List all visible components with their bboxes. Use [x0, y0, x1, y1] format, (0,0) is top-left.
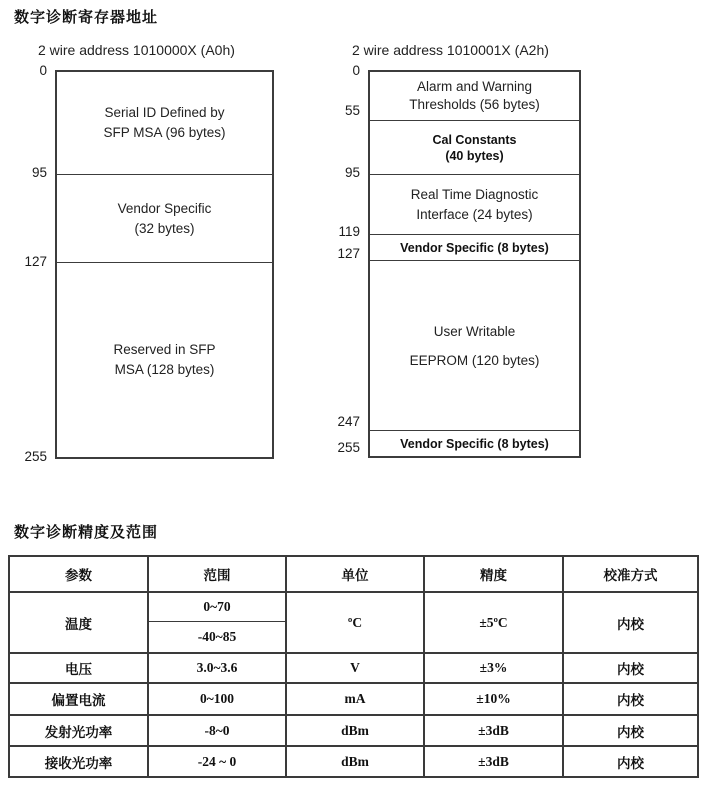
tick-label-a2h-95: 95 — [344, 165, 360, 180]
tick-label-a0h-255: 255 — [24, 449, 47, 464]
mem-section-line: (40 bytes) — [445, 148, 504, 163]
cell-param: 温度 — [9, 592, 148, 653]
table-header-row — [9, 556, 698, 592]
cell-range: 3.0~3.6 — [148, 653, 286, 683]
mem-section-line: User Writable — [433, 323, 516, 339]
cell-range-commercial: 0~70 — [148, 592, 286, 621]
cell-calibration: 内校 — [563, 683, 698, 715]
mem-section-vendor-specific-8b — [370, 430, 579, 456]
accuracy-table — [8, 555, 699, 778]
mem-section-line: SFP MSA (96 bytes) — [103, 125, 226, 140]
cell-accuracy: ±3dB — [424, 746, 563, 777]
memory-map-a2h — [368, 70, 581, 458]
memmap-a0h-label: 2 wire address 1010000X (A0h) — [38, 42, 235, 58]
tick-label-a0h-0: 0 — [39, 63, 47, 78]
registers-section-title: 数字诊断寄存器地址 — [14, 9, 159, 26]
mem-section-line: Serial ID Defined by — [104, 105, 225, 120]
header-parameter: 参数 — [9, 556, 148, 592]
cell-accuracy: ±3% — [424, 653, 563, 683]
accuracy-section-title: 数字诊断精度及范围 — [14, 524, 159, 541]
cell-accuracy: ±5ºC — [424, 592, 563, 653]
mem-section-realtime-diag — [370, 174, 579, 234]
header-unit: 单位 — [286, 556, 424, 592]
header-accuracy: 精度 — [424, 556, 563, 592]
mem-section-line: Interface (24 bytes) — [416, 206, 533, 222]
mem-section-line: EEPROM (120 bytes) — [409, 352, 540, 368]
cell-calibration: 内校 — [563, 715, 698, 746]
cell-calibration: 内校 — [563, 592, 698, 653]
cell-range: -24 ~ 0 — [148, 746, 286, 777]
tick-label-a0h-95: 95 — [31, 165, 47, 180]
mem-section-user-writable — [370, 260, 579, 430]
tick-label-a0h-127: 127 — [24, 254, 47, 269]
mem-section-alarm-warning — [370, 72, 579, 120]
mem-section-cal-constants — [370, 120, 579, 174]
table-row-temperature — [9, 592, 698, 621]
mem-section-line: Real Time Diagnostic — [410, 186, 539, 202]
mem-section-line: Alarm and Warning — [416, 79, 533, 94]
cell-range: -8~0 — [148, 715, 286, 746]
tick-label-a2h-0: 0 — [352, 63, 360, 78]
mem-section-reserved — [57, 262, 272, 457]
tick-label-a2h-247: 247 — [337, 414, 360, 429]
cell-param: 电压 — [9, 653, 148, 683]
cell-accuracy: ±10% — [424, 683, 563, 715]
mem-section-line: Vendor Specific (8 bytes) — [400, 240, 549, 255]
cell-unit: ºC — [286, 592, 424, 653]
mem-section-line: Vendor Specific — [117, 200, 212, 216]
tick-label-a2h-255: 255 — [337, 440, 360, 455]
table-row-rx-power — [9, 746, 698, 777]
mem-section-serial-id — [57, 72, 272, 174]
memory-map-a0h — [55, 70, 274, 459]
mem-section-vendor-specific-32 — [57, 174, 272, 262]
memmap-a2h-label: 2 wire address 1010001X (A2h) — [352, 42, 549, 58]
tick-label-a2h-119: 119 — [338, 224, 360, 239]
cell-calibration: 内校 — [563, 746, 698, 777]
cell-range-industrial: -40~85 — [148, 621, 286, 653]
tick-label-a2h-55: 55 — [344, 103, 360, 118]
cell-param: 接收光功率 — [9, 746, 148, 777]
header-range: 范围 — [148, 556, 286, 592]
table-row-tx-power — [9, 715, 698, 746]
cell-param: 发射光功率 — [9, 715, 148, 746]
cell-range: 0~100 — [148, 683, 286, 715]
cell-unit: V — [286, 653, 424, 683]
table-row-voltage — [9, 653, 698, 683]
cell-unit: dBm — [286, 715, 424, 746]
cell-unit: dBm — [286, 746, 424, 777]
cell-unit: mA — [286, 683, 424, 715]
mem-section-line: Vendor Specific (8 bytes) — [400, 436, 549, 451]
mem-section-line: Cal Constants — [432, 132, 517, 147]
mem-section-line: Reserved in SFP — [113, 342, 216, 357]
tick-label-a2h-127: 127 — [337, 246, 360, 261]
mem-section-vendor-specific-8a — [370, 234, 579, 260]
cell-param: 偏置电流 — [9, 683, 148, 715]
mem-section-line: (32 bytes) — [134, 220, 195, 236]
mem-section-line: Thresholds (56 bytes) — [409, 97, 540, 112]
table-row-bias-current — [9, 683, 698, 715]
header-calibration: 校准方式 — [563, 556, 698, 592]
cell-calibration: 内校 — [563, 653, 698, 683]
cell-accuracy: ±3dB — [424, 715, 563, 746]
mem-section-line: MSA (128 bytes) — [114, 362, 215, 377]
